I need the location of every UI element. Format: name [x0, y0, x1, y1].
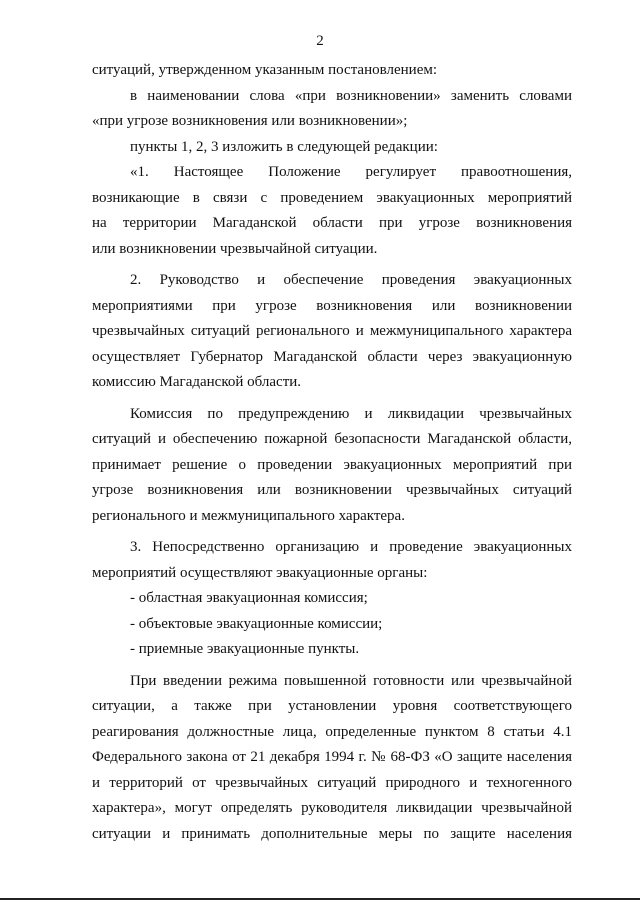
page-number: 2	[316, 33, 324, 49]
text-line: мероприятиями при угрозе возникновения или возникновении	[92, 297, 572, 314]
text-line: мероприятий осуществляют эвакуационные органы:	[92, 564, 428, 581]
text-line: принимает решение о проведении эвакуационных мероприятий при	[92, 456, 572, 473]
text-line: «1. Настоящее Положение регулирует правоотношения,	[130, 164, 572, 180]
text-line: 2. Руководство и обеспечение проведения эвакуационных	[130, 272, 572, 288]
page-bottom-edge	[0, 898, 640, 900]
text-line: или возникновении чрезвычайной ситуации.	[92, 240, 378, 257]
text-line: ситуаций и обеспечению пожарной безопасности Магаданской области,	[92, 431, 572, 447]
text-line: реагирования должностные лица, определенные пунктом 8 статьи 4.1	[92, 723, 572, 740]
text-line: Комиссия по предупреждению и ликвидации чрезвычайных	[130, 405, 572, 422]
text-line: «при угрозе возникновения или возникновении»;	[92, 113, 408, 129]
text-line: возникающие в связи с проведением эвакуационных мероприятий	[92, 189, 572, 206]
text-line: Федерального закона от 21 декабря 1994 г. № 68-ФЗ «О защите населения	[92, 749, 572, 765]
text-line: ситуации, а также при установлении уровня соответствующего	[92, 698, 572, 714]
text-line: на территории Магаданской области при угрозе возникновения	[92, 215, 572, 231]
text-line: и территорий от чрезвычайных ситуаций природного и техногенного	[92, 774, 572, 791]
document-body	[92, 58, 572, 847]
text-line: регионального и межмуниципального характера.	[92, 507, 405, 524]
list-item: - областная эвакуационная комиссия;	[130, 590, 368, 606]
text-line: 3. Непосредственно организацию и проведение эвакуационных	[130, 539, 572, 555]
text-line: в наименовании слова «при возникновении» заменить словами	[130, 87, 572, 104]
text-line: пункты 1, 2, 3 изложить в следующей редакции:	[130, 138, 438, 155]
text-line: ситуации и принимать дополнительные меры по защите населения	[92, 825, 572, 842]
text-line: чрезвычайных ситуаций регионального и межмуниципального характера	[92, 323, 572, 339]
text-line: ситуаций, утвержденном указанным постановлением:	[92, 62, 438, 78]
list-item: - объектовые эвакуационные комиссии;	[130, 615, 383, 632]
text-line: угрозе возникновения или возникновении чрезвычайных ситуаций	[92, 482, 572, 498]
text-line: При введении режима повышенной готовности или чрезвычайной	[130, 672, 572, 689]
text-line: комиссию Магаданской области.	[92, 374, 302, 390]
text-line: характера», могут определять руководителя ликвидации чрезвычайной	[92, 800, 572, 816]
text-line: осуществляет Губернатор Магаданской области через эвакуационную	[92, 348, 572, 365]
list-item: - приемные эвакуационные пункты.	[130, 641, 360, 657]
